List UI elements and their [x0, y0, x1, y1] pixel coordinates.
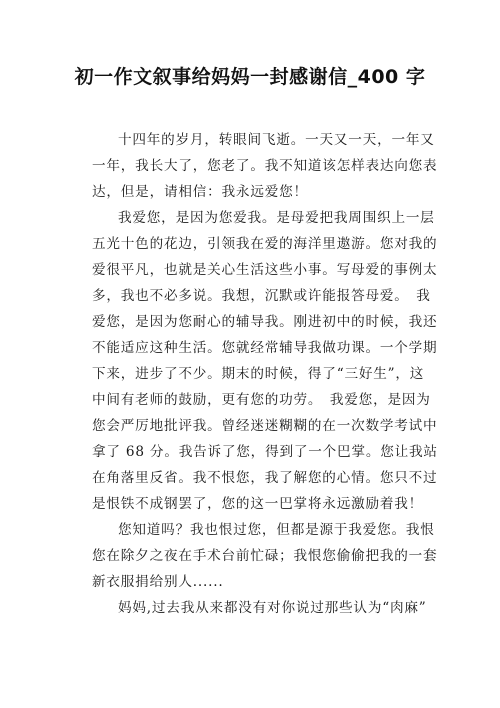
paragraph-line: 在角落里反省。我不恨您，我了解您的心情。您只不过 — [92, 470, 438, 486]
paragraph-line: 达，但是，请相信：我永远爱您！ — [92, 184, 308, 200]
paragraph-line: 爱很平凡，也就是关心生活这些小事。写母爱的事例太 — [92, 262, 438, 278]
paragraph-line: 一年，我长大了，您老了。我不知道该怎样表达向您表 — [92, 158, 438, 174]
paragraph-line: 中间有老师的鼓励，更有您的功劳。 我爱您，是因为 — [92, 392, 431, 408]
paragraph-line: 是恨铁不成钢罢了，您的这一巴掌将永远激励着我！ — [92, 496, 424, 512]
paragraph-line: 爱您，是因为您耐心的辅导我。刚进初中的时候，我还 — [92, 314, 438, 330]
paragraph-line: 五光十色的花边，引领我在爱的海洋里遨游。您对我的 — [92, 236, 438, 252]
paragraph-line: 您会严厉地批评我。曾经迷迷糊糊的在一次数学考试中 — [92, 418, 438, 434]
paragraph-line: 下来，进步了不少。期末的时候，得了“三好生”，这 — [92, 366, 425, 382]
paragraph-line: 您知道吗？我也恨过您，但都是源于我爱您。我恨 — [118, 522, 435, 538]
paragraph-line: 十四年的岁月，转眼间飞逝。一天又一天，一年又 — [118, 132, 435, 148]
paragraph-line: 我爱您，是因为您爱我。是母爱把我周围织上一层 — [118, 210, 435, 226]
paragraph-line: 妈妈,过去我从来都没有对你说过那些认为“肉麻” — [118, 600, 427, 616]
page-title: 初一作文叙事给妈妈一封感谢信_400 字 — [74, 66, 426, 88]
paragraph-line: 多，我也不必多说。我想，沉默或许能报答母爱。 我 — [92, 288, 431, 304]
paragraph-line: 您在除夕之夜在手术台前忙碌；我恨您偷偷把我的一套 — [92, 548, 438, 564]
paragraph-line: 拿了 68 分。我告诉了您，得到了一个巴掌。您让我站 — [92, 444, 438, 460]
paragraph-line: 不能适应这种生活。您就经常辅导我做功课。一个学期 — [92, 340, 438, 356]
paragraph-line: 新衣服捐给别人...... — [92, 574, 224, 590]
